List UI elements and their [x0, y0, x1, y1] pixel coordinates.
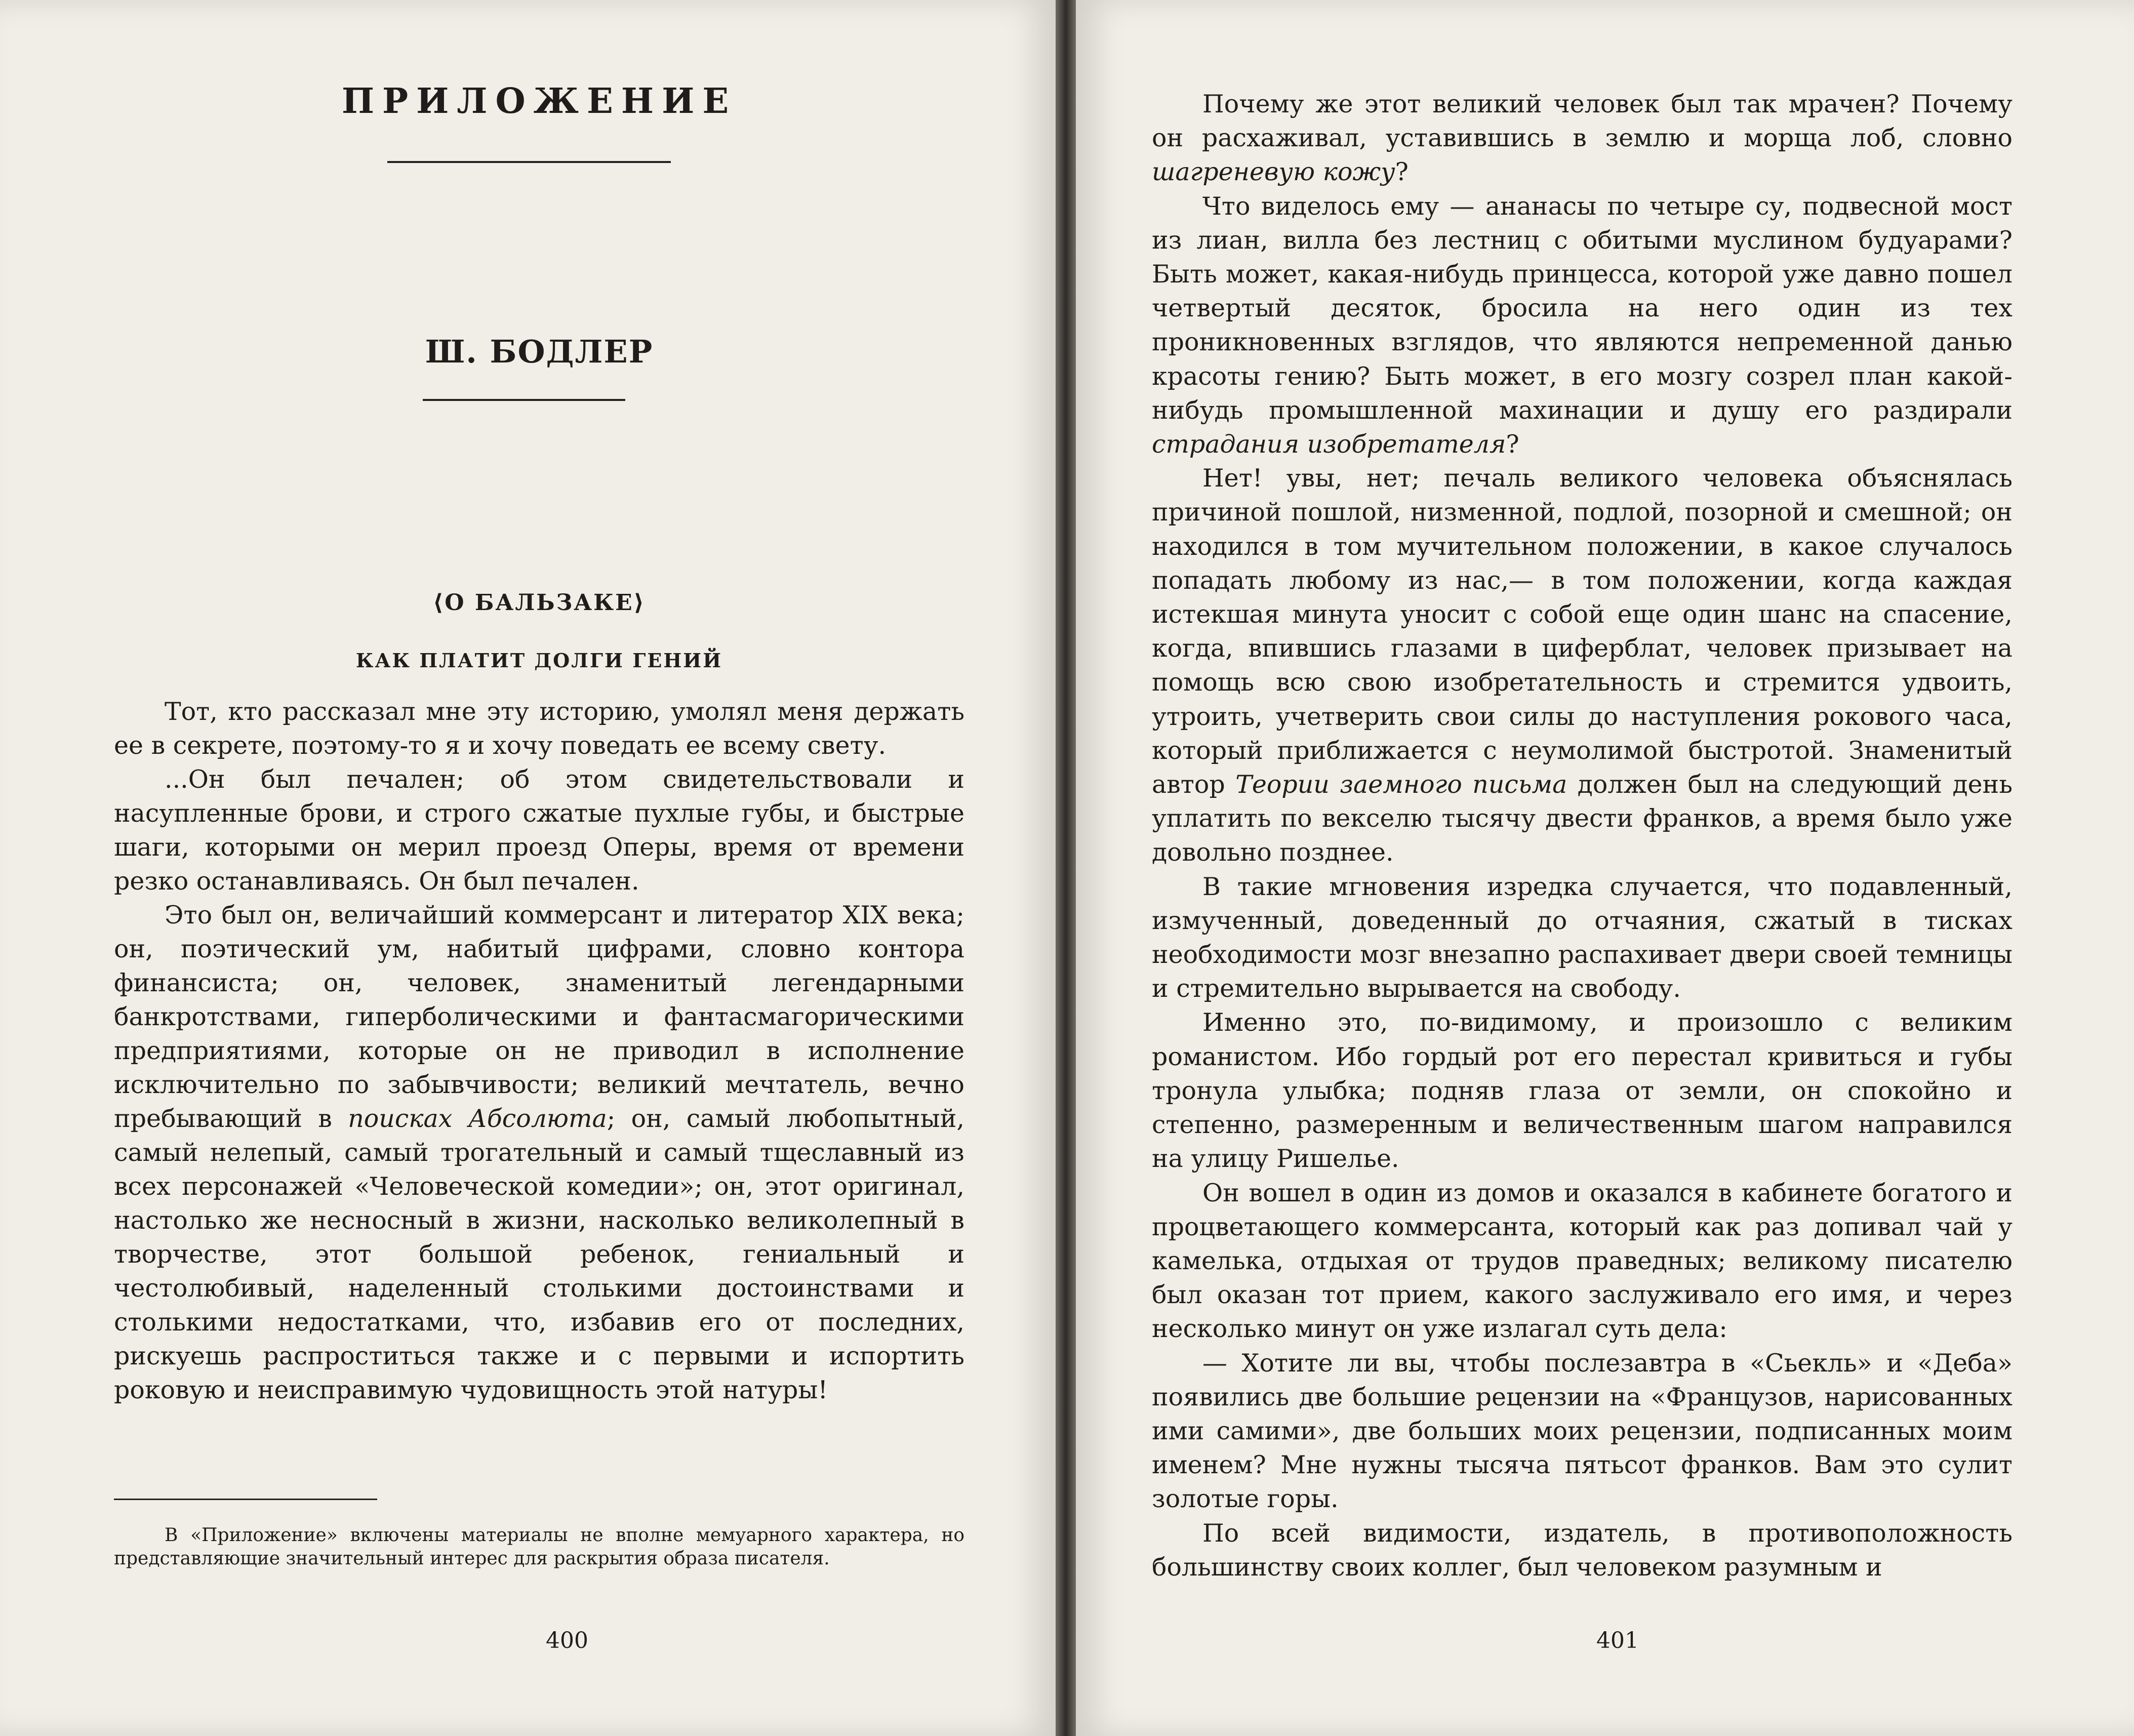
book-gutter: [1056, 0, 1076, 1736]
page-number: 400: [546, 1628, 588, 1653]
essay-subtitle: ⟨О БАЛЬЗАКЕ⟩: [433, 590, 646, 616]
paragraph-text: ?: [1395, 157, 1408, 187]
paragraph-text: ; он, самый любопытный, самый нелепый, самый трогательный и самый тщеславный из всех персонажей «Человеческой комедии»; он, этот оригинал, настолько же несносный в жизни, насколько великолепный в творчестве, этот большой ребенок, гениальный и честолюбивый, наделенный столькими достоинствами и столькими недостатками, что, избавив его от последних, рискуешь распроститься также и с первыми и испортить роковую и неисправимую чудовищность этой натуры!: [114, 1104, 964, 1404]
paragraph-text: Он вошел в один из домов и оказался в кабинете богатого и процветающего коммерсанта, который как раз допивал чай у камелька, отдыхая от трудов праведных; великому писателю был оказан тот прием, какого заслуживало его имя, и через несколько минут он уже излагал суть дела:: [1152, 1178, 2012, 1344]
paragraph: [1152, 189, 2012, 462]
section-title-rule: [387, 161, 671, 163]
paragraph-text: Это был он, величайший коммерсант и литератор XIX века; он, поэтический ум, набитый цифрами, словно контора финансиста; он, человек, знаменитый легендарными банкротствами, гиперболическими и фантасмагорическими предприятиями, которые он не приводил в исполнение исключительно по забывчивости; великий мечтатель, вечно пребывающий в: [114, 901, 964, 1133]
italic-text: поисках Абсолюта: [348, 1104, 607, 1133]
paragraph-text: — Хотите ли вы, чтобы послезавтра в «Сьекль» и «Деба» появились две большие рецензии на «Французов, нарисованных ими самими», две больших моих рецензии, подписанных моим именем? Мне нужны тысяча пятьсот франков. Вам это сулит золотые горы.: [1152, 1348, 2012, 1514]
author-heading: Ш. БОДЛЕР: [425, 333, 654, 370]
left-body-text: [114, 695, 964, 1407]
paragraph: [114, 762, 964, 898]
section-title: ПРИЛОЖЕНИЕ: [341, 81, 737, 122]
paragraph: [1152, 87, 2012, 189]
paragraph: [114, 695, 964, 762]
paragraph-text: Тот, кто рассказал мне эту историю, умолял меня держать ее в секрете, поэтому-то я и хочу поведать ее всему свету.: [114, 697, 964, 760]
paragraph-text: должен был на следующий день уплатить по векселю тысячу двести франков, а время было уже довольно позднее.: [1152, 770, 2012, 867]
paragraph-text: Почему же этот великий человек был так мрачен? Почему он расхаживал, уставившись в землю и морща лоб, словно: [1152, 90, 2012, 153]
paragraph-text: По всей видимости, издатель, в противоположность большинству своих коллег, был человеком разумным и: [1152, 1518, 2012, 1582]
page-number: 401: [1596, 1628, 1639, 1653]
italic-text: страдания изобретателя: [1152, 430, 1506, 459]
paragraph-text: Что виделось ему — ананасы по четыре су, подвесной мост из лиан, вилла без лестниц с обитыми муслином будуарами? Быть может, какая-нибудь принцесса, которой уже давно пошел четвертый десяток, бросила на него один из тех проникновенных взглядов, что являются непременной данью красоты гению? Быть может, в его мозгу созрел план какой-нибудь промышленной махинации и душу его раздирали: [1152, 191, 2012, 425]
right-page: [1076, 0, 2134, 1736]
paragraph: [1152, 1176, 2012, 1346]
paragraph: [114, 898, 964, 1407]
paragraph: [1152, 1005, 2012, 1176]
paragraph: [1152, 1346, 2012, 1516]
right-body-text: [1152, 87, 2012, 1584]
paragraph-text: ?: [1506, 430, 1519, 459]
italic-text: Теории заемного письма: [1235, 770, 1567, 799]
italic-text: шагреневую кожу: [1152, 157, 1395, 187]
paragraph-text: Именно это, по-видимому, и произошло с великим романистом. Ибо гордый рот его перестал кривиться и губы тронула улыбка; подняв глаза от земли, он спокойно и степенно, размеренным и величественным шагом направился на улицу Ришелье.: [1152, 1008, 2012, 1174]
paragraph: [1152, 461, 2012, 869]
paragraph-text: ...Он был печален; об этом свидетельствовали и насупленные брови, и строго сжатые пухлые губы, и быстрые шаги, которыми он мерил проезд Оперы, время от времени резко останавливаясь. Он был печален.: [114, 765, 964, 896]
paragraph-text: В такие мгновения изредка случается, что подавленный, измученный, доведенный до отчаяния, сжатый в тисках необходимости мозг внезапно распахивает двери своей темницы и стремительно вырывается на свободу.: [1152, 872, 2012, 1003]
footnote: В «Приложение» включены материалы не вполне мемуарного характера, но представляющие значительный интерес для раскрытия образа писателя.: [114, 1525, 964, 1569]
essay-title: КАК ПЛАТИТ ДОЛГИ ГЕНИЙ: [355, 649, 723, 672]
left-page: [0, 0, 1056, 1736]
paragraph: [1152, 1516, 2012, 1584]
paragraph: [1152, 870, 2012, 1006]
author-rule: [423, 399, 625, 401]
paragraph-text: Нет! увы, нет; печаль великого человека объяснялась причиной пошлой, низменной, подлой, позорной и смешной; он находился в том мучительном положении, в какое случалось попадать любому из нас,— в том положении, когда каждая истекшая минута уносит с собой еще один шанс на спасение, когда, впившись глазами в циферблат, человек призывает на помощь всю свою изобретательность и стремится удвоить, утроить, учетверить свои силы до наступления рокового часа, который приближается с неумолимой быстротой. Знаменитый автор: [1152, 464, 2012, 799]
footnote-rule: [114, 1499, 377, 1500]
